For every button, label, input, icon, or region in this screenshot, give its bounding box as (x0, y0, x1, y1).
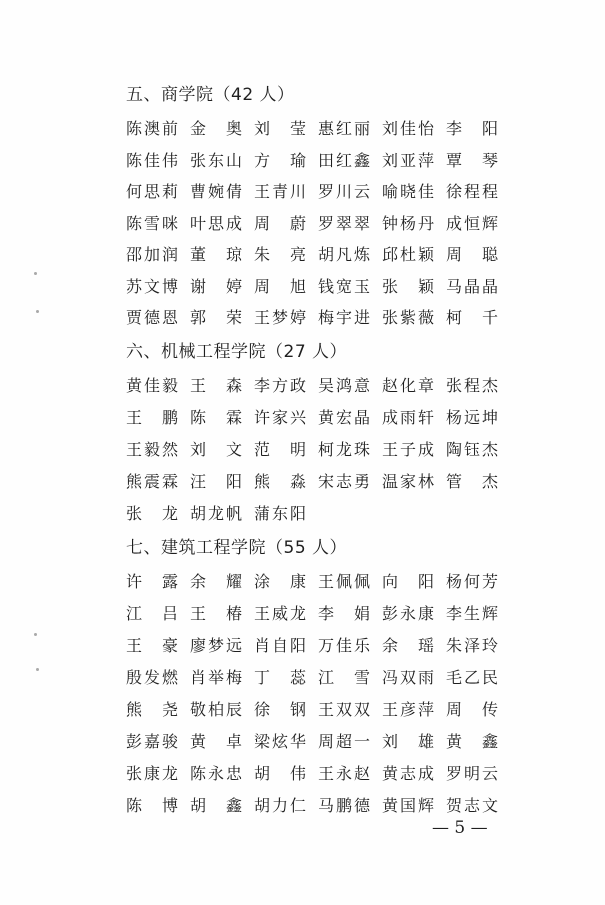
person-name: 江 雪 (318, 667, 370, 687)
person-name: 王 鹏 (126, 407, 178, 427)
person-name: 彭嘉骏 (126, 731, 178, 751)
person-name: 陈澳前 (126, 119, 178, 138)
person-name: 叶思成 (190, 213, 242, 233)
person-name: 管 杰 (446, 471, 498, 491)
person-name: 余 耀 (190, 571, 242, 591)
person-name: 罗明云 (446, 763, 498, 783)
person-name: 柯 千 (446, 308, 498, 327)
person-name: 陈永忠 (190, 763, 242, 783)
person-name: 钟杨丹 (382, 213, 434, 233)
person-name: 温家林 (382, 471, 434, 491)
person-name: 曹婉倩 (190, 182, 242, 201)
person-name: 王子成 (382, 439, 434, 459)
person-name: 何思莉 (126, 182, 178, 201)
person-name: 朱泽玲 (446, 635, 498, 655)
person-name: 张 颖 (382, 276, 434, 296)
scan-speck (36, 668, 39, 671)
person-name: 陈雪咪 (126, 213, 178, 233)
person-name: 陈 博 (126, 795, 178, 815)
person-name: 胡凡炼 (318, 245, 370, 264)
person-name: 赵化章 (382, 375, 434, 395)
person-name: 宋志勇 (318, 471, 370, 491)
person-name: 邱杜颖 (382, 245, 434, 264)
person-name: 王彦萍 (382, 699, 434, 719)
name-list-content (126, 85, 506, 830)
person-name: 罗川云 (318, 182, 370, 201)
person-name: 汪 阳 (190, 471, 242, 491)
person-name: 陈佳伟 (126, 150, 178, 170)
person-name: 成恒辉 (446, 213, 498, 233)
person-name: 敬柏辰 (190, 699, 242, 719)
person-name: 范 明 (254, 439, 306, 459)
person-name: 万佳乐 (318, 635, 370, 655)
person-name: 向 阳 (382, 571, 434, 591)
person-name: 朱 亮 (254, 245, 306, 264)
person-name: 柯龙珠 (318, 439, 370, 459)
person-name: 王永赵 (318, 763, 370, 783)
person-name: 黄志成 (382, 763, 434, 783)
person-name: 刘 文 (190, 439, 242, 459)
person-name: 刘 雄 (382, 731, 434, 751)
person-name: 王青川 (254, 182, 306, 201)
person-name: 王梦婷 (254, 308, 306, 327)
name-grid-civil (126, 572, 506, 828)
person-name: 丁 蕊 (254, 667, 306, 687)
person-name: 张东山 (190, 150, 242, 170)
person-name: 张程杰 (446, 375, 498, 395)
person-name: 方 瑜 (254, 150, 306, 170)
person-name: 罗翠翠 (318, 213, 370, 233)
name-grid-mechanical (126, 376, 506, 536)
person-name: 邵加润 (126, 245, 178, 264)
person-name: 贾德恩 (126, 308, 178, 327)
person-name: 许家兴 (254, 407, 306, 427)
name-grid-business (126, 119, 506, 340)
person-name: 王 豪 (126, 635, 178, 655)
scan-speck (34, 633, 37, 636)
person-name: 周超一 (318, 731, 370, 751)
person-name: 周 聪 (446, 245, 498, 264)
person-name: 徐程程 (446, 182, 498, 201)
person-name: 黄国辉 (382, 795, 434, 815)
person-name: 董 琼 (190, 245, 242, 264)
person-name: 廖梦远 (190, 635, 242, 655)
person-name: 钱宽玉 (318, 276, 370, 296)
person-name: 贺志文 (446, 795, 498, 815)
person-name: 马鹏德 (318, 795, 370, 815)
person-name: 许 露 (126, 571, 178, 591)
person-name: 谢 婷 (190, 276, 242, 296)
person-name: 金 奥 (190, 119, 242, 138)
person-name: 涂 康 (254, 571, 306, 591)
person-name: 王毅然 (126, 439, 178, 459)
person-name: 周 蔚 (254, 213, 306, 233)
person-name: 肖举梅 (190, 667, 242, 687)
person-name: 余 瑶 (382, 635, 434, 655)
person-name: 李方政 (254, 375, 306, 395)
person-name: 杨远坤 (446, 407, 498, 427)
person-name: 刘佳怡 (382, 119, 434, 138)
person-name: 周 旭 (254, 276, 306, 296)
person-name: 殷发燃 (126, 667, 178, 687)
person-name: 黄 鑫 (446, 731, 498, 751)
person-name: 苏文博 (126, 276, 178, 296)
person-name: 陈 霖 (190, 407, 242, 427)
person-name: 胡 鑫 (190, 795, 242, 815)
person-name: 马晶晶 (446, 276, 498, 296)
person-name: 惠红丽 (318, 119, 370, 138)
person-name: 蒲东阳 (254, 503, 306, 523)
person-name: 胡龙帆 (190, 503, 242, 523)
person-name: 田红鑫 (318, 150, 370, 170)
person-name: 黄宏晶 (318, 407, 370, 427)
person-name: 李生辉 (446, 603, 498, 623)
person-name: 李 娟 (318, 603, 370, 623)
person-name: 王威龙 (254, 603, 306, 623)
section-title-mechanical: 六、机械工程学院（27 人） (126, 341, 348, 362)
person-name: 郭 荣 (190, 308, 242, 327)
person-name: 胡力仁 (254, 795, 306, 815)
person-name: 熊 淼 (254, 471, 306, 491)
person-name: 梁炫华 (254, 731, 306, 751)
person-name: 王双双 (318, 699, 370, 719)
section-title-civil: 七、建筑工程学院（55 人） (126, 537, 348, 558)
person-name: 毛乙民 (446, 667, 498, 687)
person-name: 喻晓佳 (382, 182, 434, 201)
person-name: 张 龙 (126, 503, 178, 523)
section-title-business: 五、商学院（42 人） (126, 85, 295, 105)
person-name: 覃 琴 (446, 150, 498, 170)
person-name: 杨何芳 (446, 571, 498, 591)
scan-speck (36, 310, 39, 313)
scan-speck (34, 272, 37, 275)
person-name: 熊 尧 (126, 699, 178, 719)
person-name: 周 传 (446, 699, 498, 719)
person-name: 刘亚萍 (382, 150, 434, 170)
page-number: — 5 — (432, 818, 488, 838)
person-name: 黄 卓 (190, 731, 242, 751)
person-name: 胡 伟 (254, 763, 306, 783)
person-name: 刘 莹 (254, 119, 306, 138)
person-name: 梅宇进 (318, 308, 370, 327)
person-name: 陶钰杰 (446, 439, 498, 459)
person-name: 徐 钢 (254, 699, 306, 719)
person-name: 肖自阳 (254, 635, 306, 655)
person-name: 王佩佩 (318, 571, 370, 591)
person-name: 熊震霖 (126, 471, 178, 491)
person-name: 成雨轩 (382, 407, 434, 427)
person-name: 李 阳 (446, 119, 498, 138)
person-name: 张康龙 (126, 763, 178, 783)
person-name: 江 吕 (126, 603, 178, 623)
person-name: 冯双雨 (382, 667, 434, 687)
person-name: 吴鸿意 (318, 375, 370, 395)
person-name: 张紫薇 (382, 308, 434, 327)
person-name: 王 椿 (190, 603, 242, 623)
person-name: 王 森 (190, 375, 242, 395)
person-name: 黄佳毅 (126, 375, 178, 395)
person-name: 彭永康 (382, 603, 434, 623)
